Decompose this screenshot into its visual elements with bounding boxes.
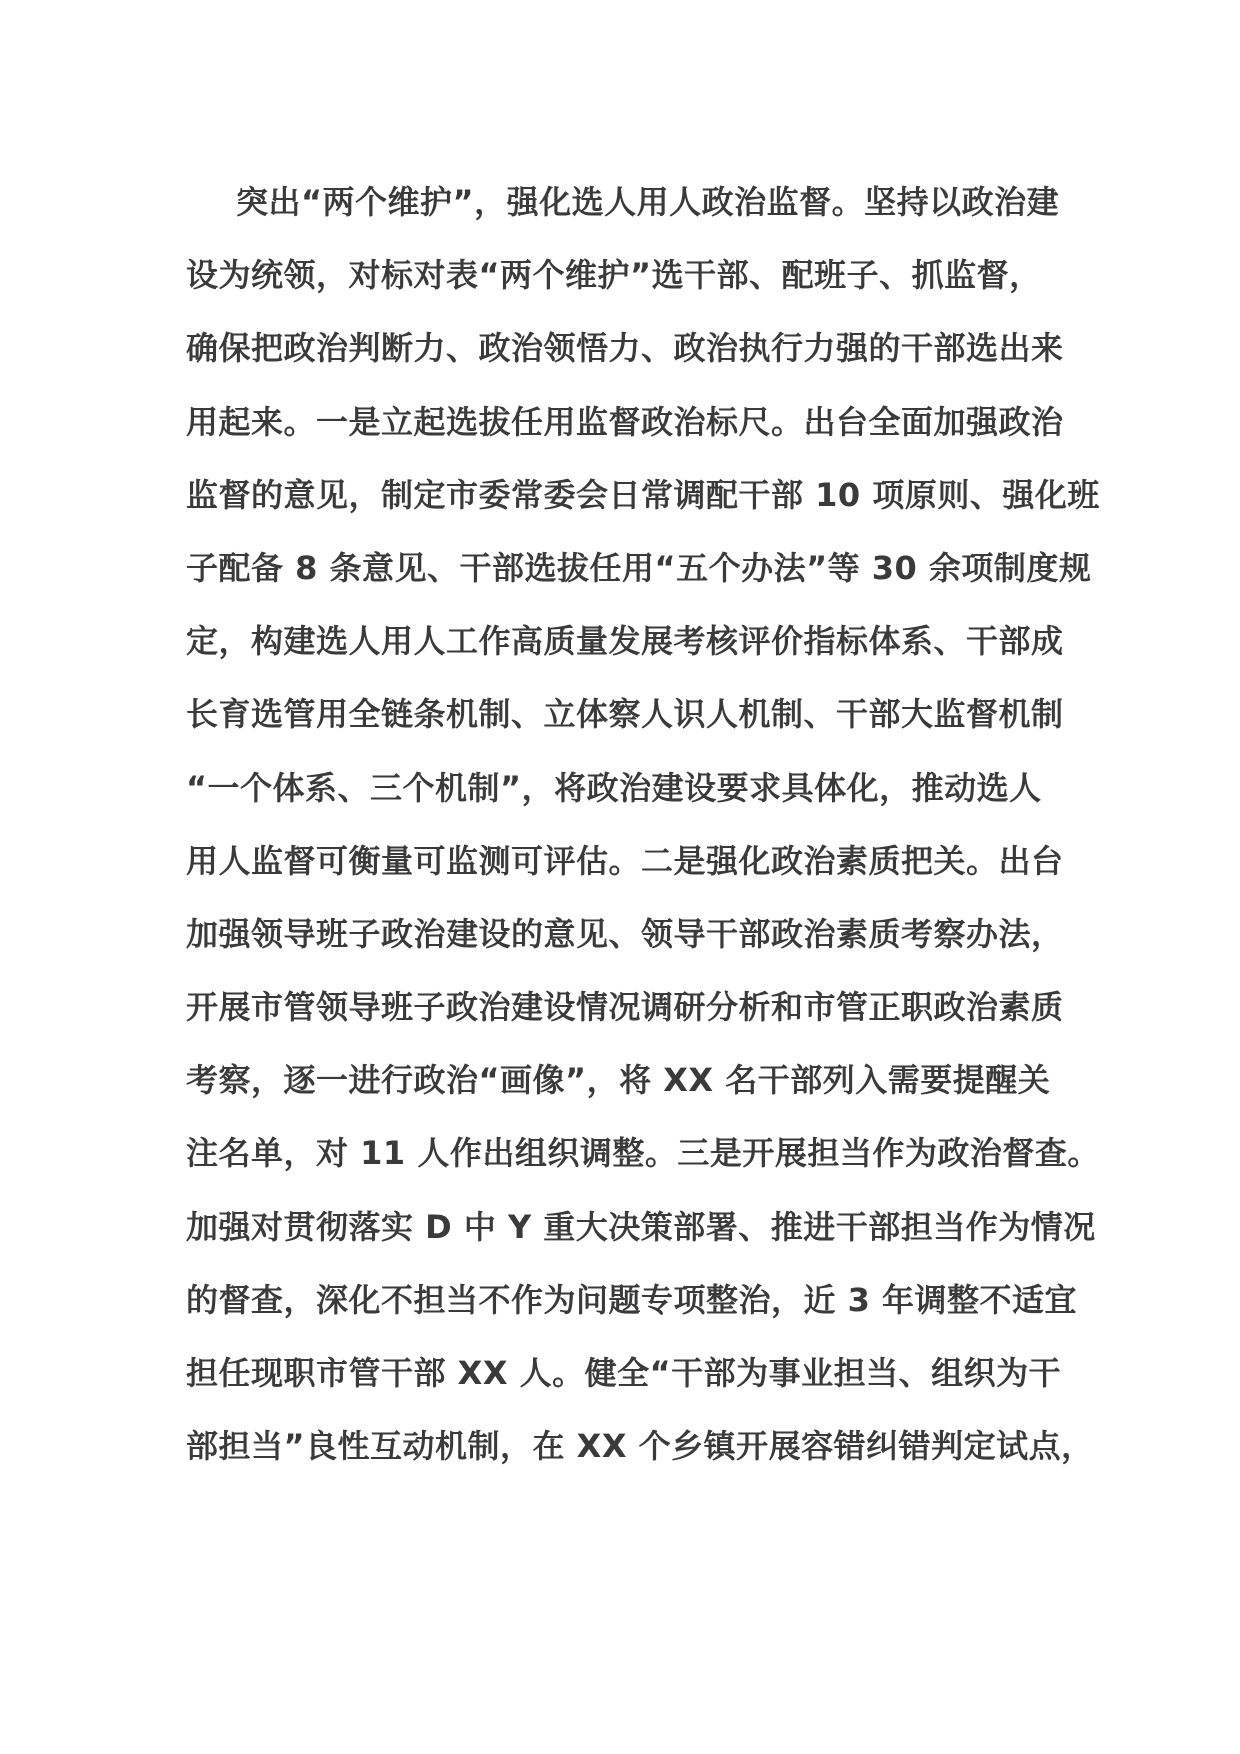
text-line-5: 监督的意见，制定市委常委会日常调配干部 10 项原则、强化班	[186, 475, 1100, 514]
text-line-8: 长育选管用全链条机制、立体察人识人机制、干部大监督机制	[186, 695, 1064, 734]
text-line-6: 子配备 8 条意见、干部选拔任用“五个办法”等 30 余项制度规	[186, 548, 1092, 587]
text-line-15: 加强对贯彻落实 D 中 Y 重大决策部署、推进干部担当作为情况	[186, 1207, 1096, 1246]
text-line-14: 注名单，对 11 人作出组织调整。三是开展担当作为政治督查。	[186, 1134, 1100, 1173]
text-line-9: “一个体系、三个机制”，将政治建设要求具体化，推动选人	[186, 768, 1042, 807]
text-line-1: 突出“两个维护”，强化选人用人政治监督。坚持以政治建	[236, 183, 1060, 221]
text-line-17: 担任现职市管干部 XX 人。健全“干部为事业担当、组织为干	[186, 1354, 1062, 1392]
text-line-11: 加强领导班子政治建设的意见、领导干部政治素质考察办法，	[186, 914, 1064, 953]
text-line-3: 确保把政治判断力、政治领悟力、政治执行力强的干部选出来	[186, 329, 1064, 368]
text-line-7: 定，构建选人用人工作高质量发展考核评价指标体系、干部成	[186, 622, 1064, 661]
body-paragraph	[186, 166, 1100, 1483]
text-line-18: 部担当”良性互动机制，在 XX 个乡镇开展容错纠错判定试点，	[186, 1427, 1094, 1466]
text-line-2: 设为统领，对标对表“两个维护”选干部、配班子、抓监督，	[186, 256, 1042, 295]
text-line-16: 的督查，深化不担当不作为问题专项整治，近 3 年调整不适宜	[186, 1280, 1078, 1319]
text-line-12: 开展市管领导班子政治建设情况调研分析和市管正职政治素质	[186, 988, 1064, 1027]
text-line-13: 考察，逐一进行政治“画像”，将 XX 名干部列入需要提醒关	[186, 1061, 1051, 1100]
text-line-10: 用人监督可衡量可监测可评估。二是强化政治素质把关。出台	[186, 841, 1064, 880]
text-line-4: 用起来。一是立起选拔任用监督政治标尺。出台全面加强政治	[186, 402, 1064, 441]
